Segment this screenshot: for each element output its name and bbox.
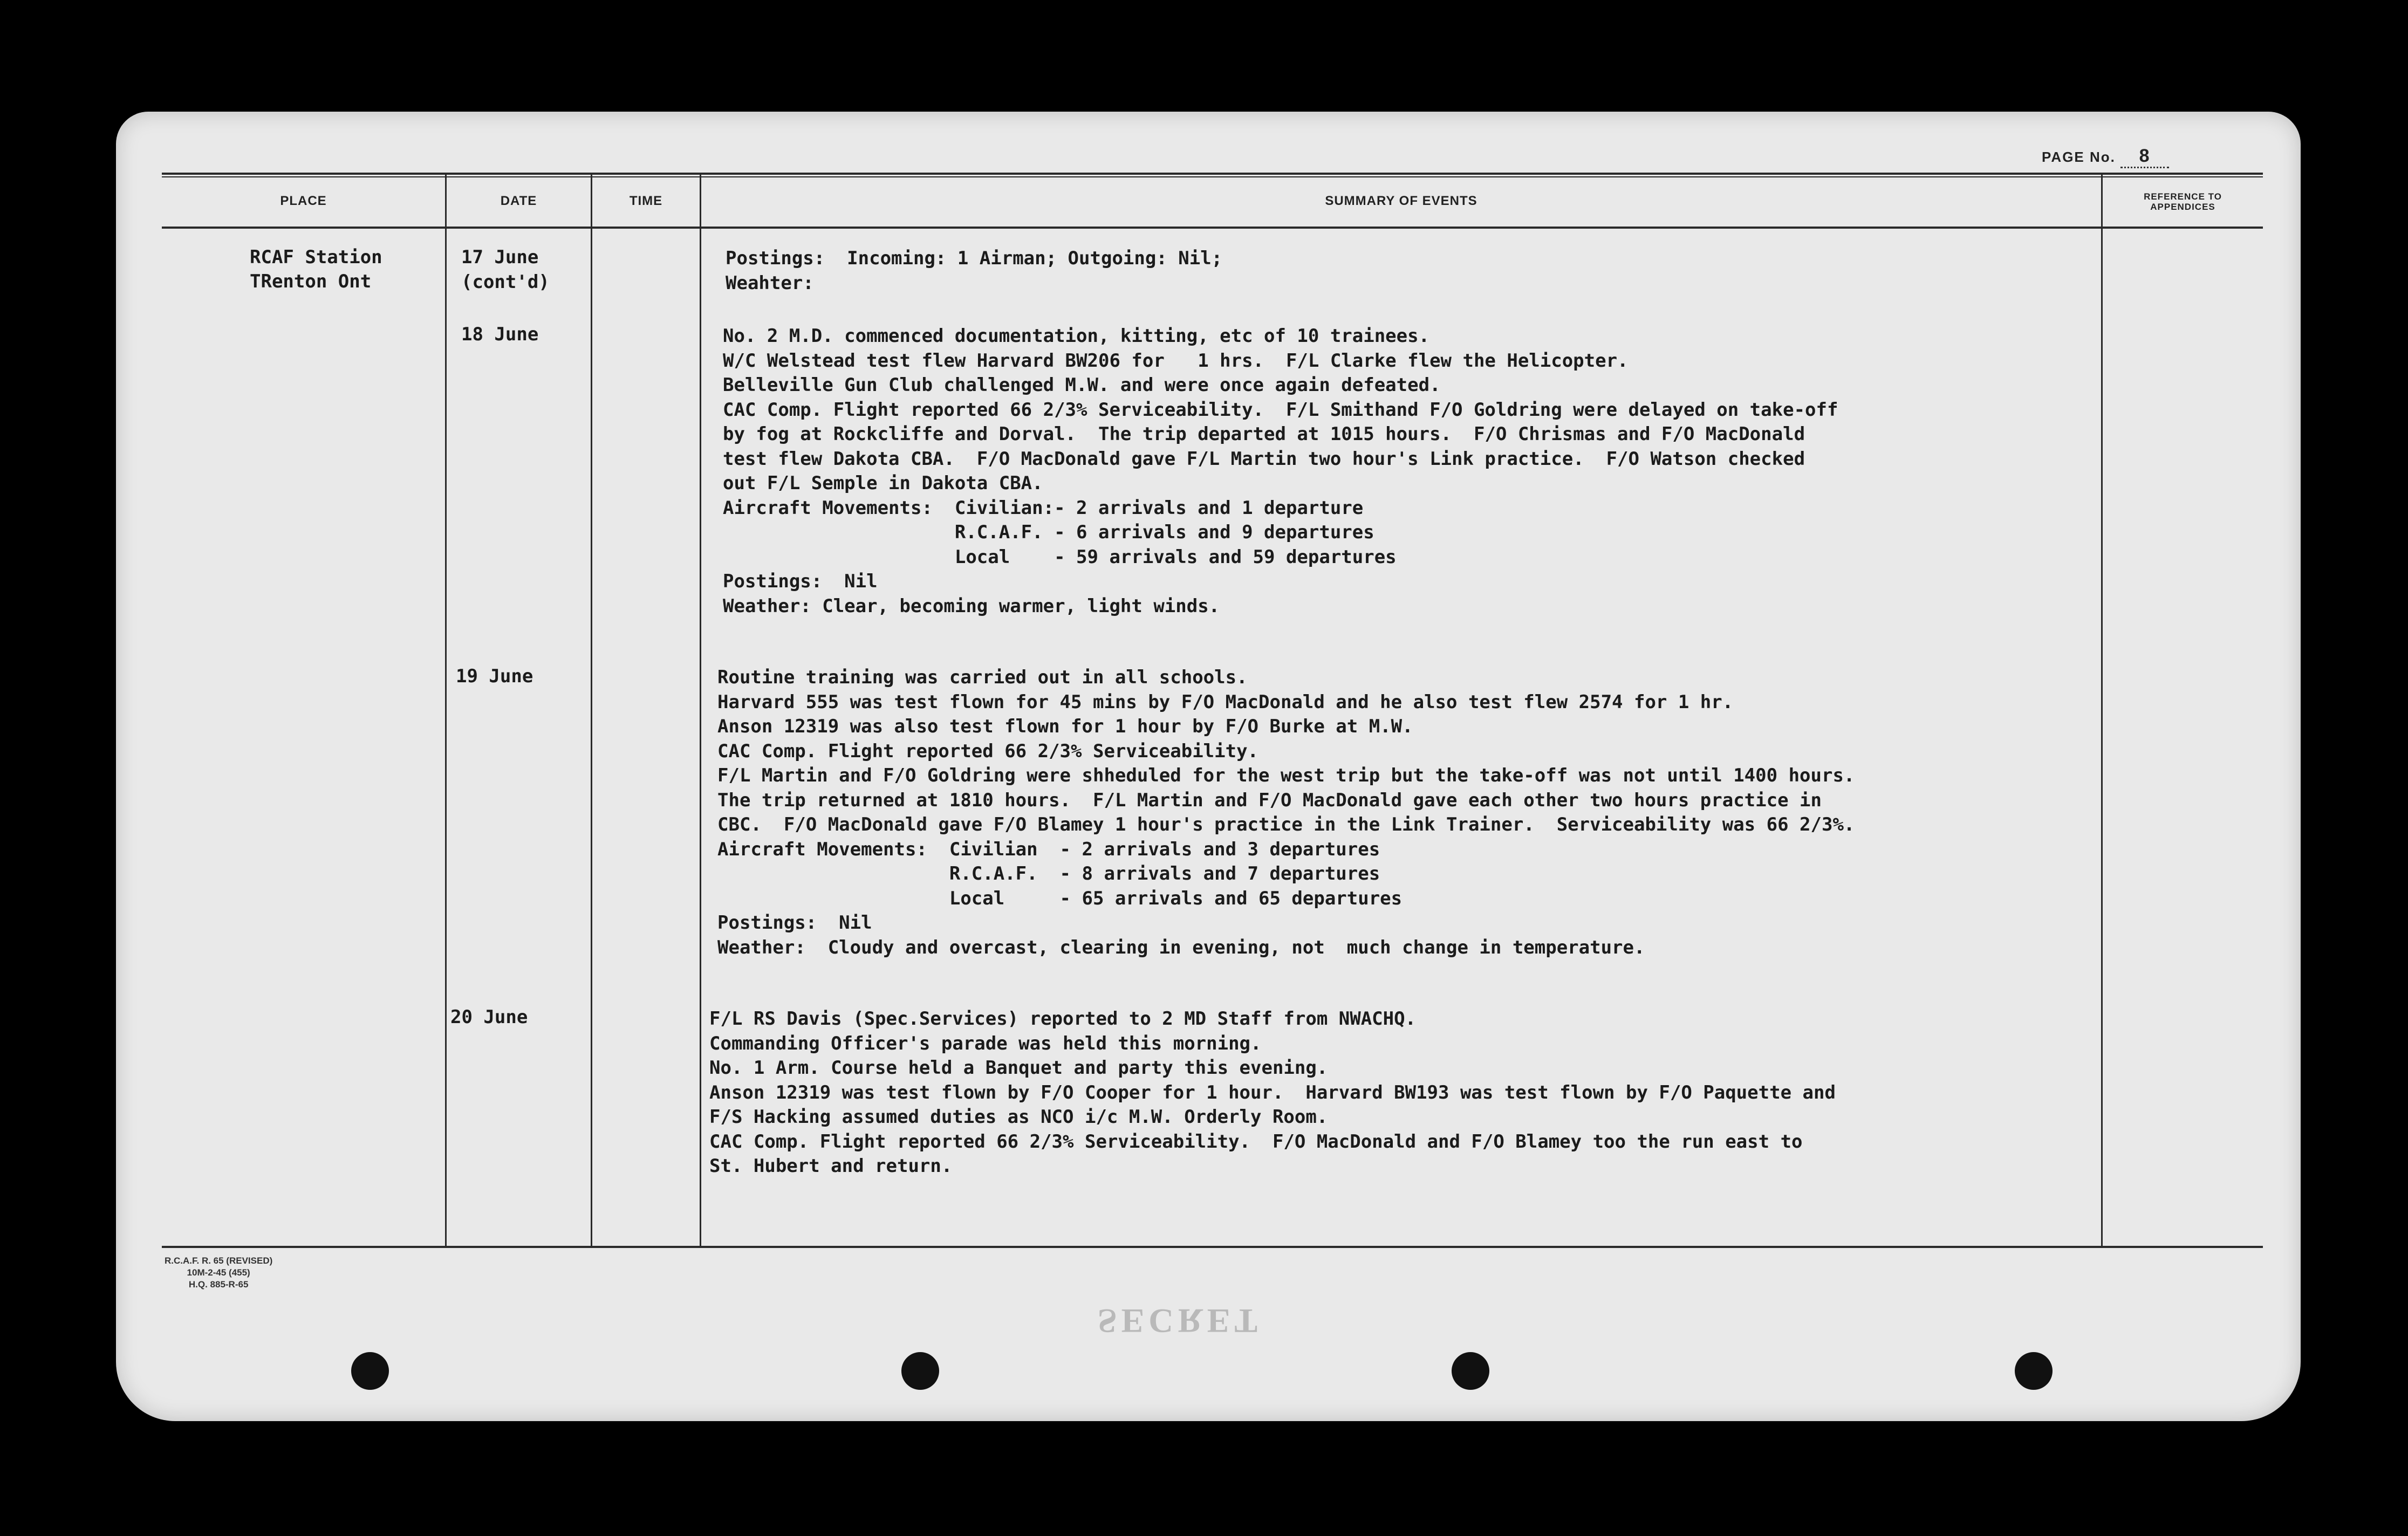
binder-hole [2015,1352,2053,1390]
header-reference-line1: REFERENCE TO [2144,191,2222,202]
header-time: TIME [629,194,663,208]
entry-date: 17 June (cont'd) [461,246,550,293]
footer-rule [162,1246,2263,1248]
page-number-label: PAGE No. [2042,149,2116,165]
header-reference [2103,191,2263,212]
header-date: DATE [500,194,537,208]
entry-date: 18 June [461,324,539,345]
binder-hole [1452,1352,1489,1390]
binder-hole [351,1352,389,1390]
entry-date: 19 June [456,666,533,687]
form-identifier-line2: 10M-2-45 (455) [187,1267,250,1278]
header-summary: SUMMARY OF EVENTS [1325,194,1477,208]
entry-date: 20 June [450,1006,528,1028]
header-bottom-rule [162,227,2263,229]
header-top-rule [162,173,2263,175]
diary-sheet [116,112,2301,1421]
binder-hole [901,1352,939,1390]
form-identifier-line1: R.C.A.F. R. 65 (REVISED) [165,1256,273,1266]
entry-summary: No. 2 M.D. commenced documentation, kitting, etc of 10 trainees. W/C Welstead test flew Harvard BW206 for 1 hrs. F/L Clarke flew the Helicopter. Belleville Gun Club challenged M.W. and were once again defeated. CAC Comp. Flight reported 66 2/3% Serviceability. F/L Smithand F/O Goldring were delayed on take-off by fog at Rockcliffe and Dorval. The trip departed at 1015 hours. F/O Chrismas and F/O MacDonald test flew Dakota CBA. F/O MacDonald gave F/L Martin two hour's Link practice. F/O Watson checked out F/L Semple in Dakota CBA. Aircraft Movements: Civilian:- 2 arrivals and 1 departure R.C.A.F. - 6 arrivals and 9 departures Local - 59 arrivals and 59 departures Postings: Nil Weather: Clear, becoming warmer, light winds. [723,325,1838,617]
entry-summary: Routine training was carried out in all schools. Harvard 555 was test flown for 45 mins by F/O MacDonald and he also test flew 2574 for 1 hr. Anson 12319 was also test flown for 1 hour by F/O Burke at M.W. CAC Comp. Flight reported 66 2/3% Serviceability. F/L Martin and F/O Goldring were shheduled for the west trip but the take-off was not until 1400 hours. The trip returned at 1810 hours. F/L Martin and F/O MacDonald gave each other two hours practice in CBC. F/O MacDonald gave F/O Blamey 1 hour's practice in the Link Trainer. Serviceability was 66 2/3%. Aircraft Movements: Civilian - 2 arrivals and 3 departures R.C.A.F. - 8 arrivals and 7 departures Local - 65 arrivals and 65 departures Postings: Nil Weather: Cloudy and overcast, clearing in evening, not much change in temperature. [717,667,1855,958]
secret-stamp: SECRET [1098,1302,1262,1340]
place-name-line2: TRenton Ont [250,271,372,292]
column-rule-place [445,173,447,1247]
column-rule-time [700,173,701,1247]
form-identifier-line3: H.Q. 885-R-65 [188,1279,249,1290]
column-rule-summary [2101,173,2103,1247]
page-number [2042,146,2169,168]
column-rule-date [591,173,592,1247]
page-number-value: 8 [2120,146,2169,168]
entry-summary: F/L RS Davis (Spec.Services) reported to 2 MD Staff from NWACHQ. Commanding Officer's parade was held this morning. No. 1 Arm. Course held a Banquet and party this evening. Anson 12319 was test flown by F/O Cooper for 1 hour. Harvard BW193 was test flown by F/O Paquette and F/S Hacking assumed duties as NCO i/c M.W. Orderly Room. CAC Comp. Flight reported 66 2/3% Serviceability. F/O MacDonald and F/O Blamey too the run east to St. Hubert and return. [709,1008,1836,1177]
entry-summary: Postings: Incoming: 1 Airman; Outgoing: Nil; Weahter: [726,248,1223,294]
header-place: PLACE [280,194,327,208]
place-name-line1: RCAF Station [250,246,382,268]
header-top-rule-2 [162,176,2263,177]
form-identifier [165,1255,272,1291]
header-reference-line2: APPENDICES [2150,202,2215,212]
